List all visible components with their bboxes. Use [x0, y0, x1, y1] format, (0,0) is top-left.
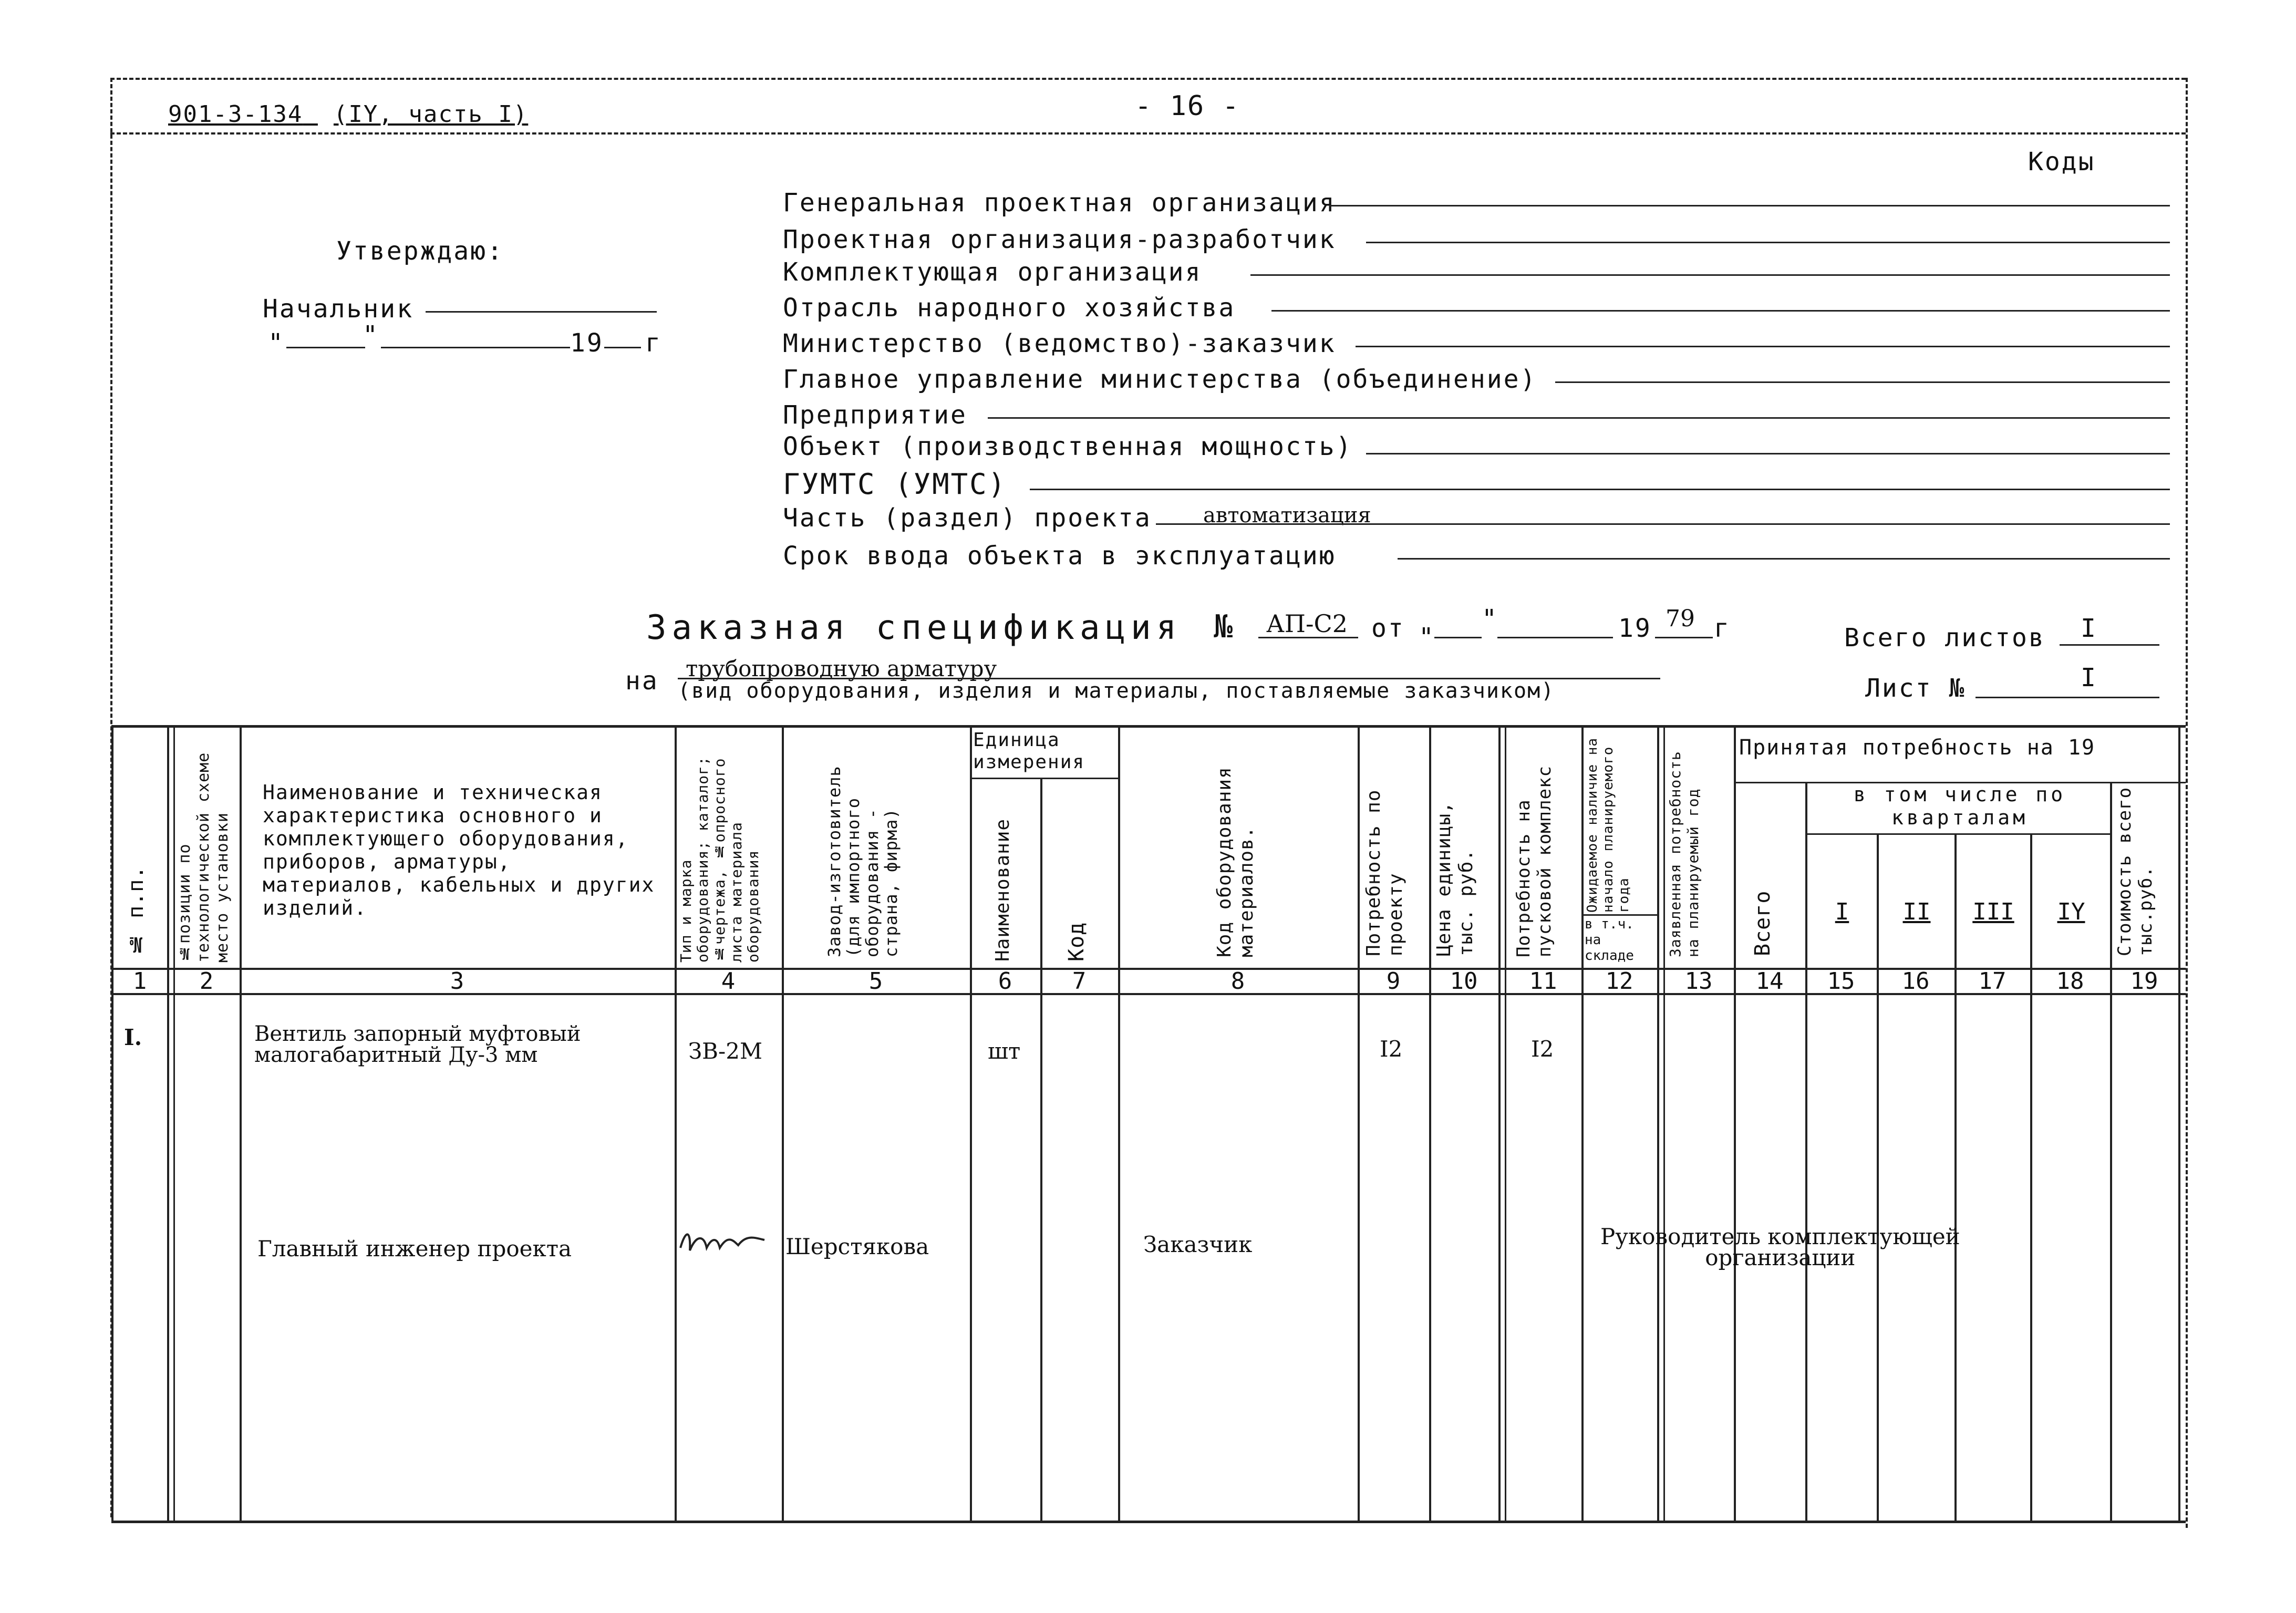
customer-label: Заказчик: [1143, 1232, 1253, 1257]
header-accepted-group: Принятая потребность на 19: [1739, 736, 2096, 760]
approval-year-line: [604, 347, 641, 348]
org-field-deadline-line: [1398, 558, 2170, 560]
header-c4: Тип и марка оборудования; каталог; №чертежа, №опросного листа материала оборудования: [677, 756, 762, 963]
approve-label: Утверждаю:: [336, 236, 504, 266]
org-field-deadline-label: Срок ввода объекта в эксплуатацию: [783, 541, 1336, 571]
approval-day-line: [286, 347, 365, 348]
org-field-ministry-line: [1356, 346, 2170, 347]
org-field-industry-label: Отрасль народного хозяйства: [783, 293, 1236, 323]
header-c17: III: [1972, 898, 2014, 925]
frame-header-rule: [110, 132, 2186, 135]
spec-quote-open: ": [1419, 623, 1435, 652]
total-sheets-label: Всего листов: [1844, 623, 2045, 653]
table-vline-6: [1040, 778, 1042, 1522]
header-c14: Всего: [1751, 890, 1775, 956]
colnum-12: 12: [1605, 968, 1633, 995]
unit-group-rule: [971, 778, 1118, 779]
table-vline-4: [782, 725, 784, 1522]
header-c12b: в т.ч. на складе: [1585, 916, 1634, 964]
spec-year-line: [1655, 637, 1713, 638]
colnum-6: 6: [998, 968, 1012, 995]
org-field-gumts-label: ГУМТС (УМТС): [783, 468, 1007, 501]
quarters-group-rule: [1805, 833, 2110, 835]
spec-month-line: [1497, 637, 1613, 638]
spec-na-label: на: [625, 666, 659, 696]
org-field-general-label: Генеральная проектная организация: [783, 188, 1336, 218]
org-field-supplier-line: [1250, 274, 2170, 276]
table-vline-3: [675, 725, 677, 1522]
org-field-object-label: Объект (производственная мощность): [783, 432, 1353, 461]
table-vline-10b: [1505, 725, 1506, 1522]
header-c2: №позиции по технологической схеме место установки: [175, 752, 232, 963]
colnum-8: 8: [1230, 968, 1245, 995]
table-top-rule: [111, 725, 2186, 728]
spec-year-prefix: 19: [1618, 614, 1652, 643]
table-vline-2: [240, 725, 242, 1522]
header-c6: Наименование: [992, 818, 1013, 961]
org-field-general-line: [1329, 205, 2170, 206]
header-c9: Потребность по проекту: [1363, 789, 1406, 956]
org-field-part-value: автоматизация: [1203, 503, 1371, 528]
table-vline-12: [1657, 725, 1659, 1522]
total-sheets-value: I: [2081, 614, 2096, 643]
header-c8: Код оборудования материалов.: [1214, 767, 1257, 957]
org-field-industry-line: [1271, 310, 2170, 312]
colnum-18: 18: [2056, 968, 2084, 995]
table-vline-17: [2030, 833, 2032, 1522]
org-field-gumts-line: [1030, 489, 2170, 490]
table-vline-7: [1118, 725, 1120, 1522]
spec-title: Заказная спецификация: [646, 608, 1182, 647]
table-vline-13: [1734, 725, 1736, 1522]
colnum-10: 10: [1450, 968, 1478, 995]
doc-code-part: (IY, часть I): [333, 101, 529, 128]
header-c5: Завод-изготовитель (для импортного оборудования - страна, фирма): [824, 766, 901, 957]
spec-from-label: от: [1371, 614, 1405, 643]
spec-subject-caption: (вид оборудования, изделия и материалы, поставляемые заказчиком): [678, 679, 1555, 703]
frame-top: [110, 78, 2186, 80]
row-need-project: I2: [1380, 1036, 1403, 1062]
colnum-17: 17: [1978, 968, 2007, 995]
colnum-1: 1: [132, 968, 147, 995]
approval-month-line: [381, 347, 570, 348]
table-vline-19: [2178, 725, 2180, 1522]
codes-label: Коды: [2028, 147, 2095, 177]
engineer-name: Шерстякова: [785, 1234, 929, 1259]
org-field-enterprise-label: Предприятие: [783, 400, 967, 430]
signature-mark: [675, 1224, 770, 1261]
table-vline-0: [111, 725, 113, 1522]
table-vline-9: [1429, 725, 1431, 1522]
table-vline-5: [970, 725, 972, 1522]
table-vline-8: [1358, 725, 1360, 1522]
spec-year-value: 79: [1666, 605, 1695, 632]
org-field-part-label: Часть (раздел) проекта: [783, 503, 1152, 533]
spec-quote-close: ": [1482, 604, 1498, 634]
header-c12: Ожидаемое наличие на начало планируемого года: [1585, 737, 1632, 913]
c12-split-rule: [1583, 914, 1657, 916]
colnum-14: 14: [1755, 968, 1784, 995]
header-c11: Потребность на пусковой комплекс: [1513, 766, 1555, 957]
org-field-developer-line: [1366, 242, 2170, 243]
table-vline-15: [1877, 833, 1879, 1522]
colnum-3: 3: [450, 968, 464, 995]
table-vline-11: [1581, 725, 1584, 1522]
approval-date-quote-left: ": [268, 328, 285, 358]
row-need-launch: I2: [1531, 1036, 1554, 1062]
spec-number-line: [1258, 637, 1358, 638]
org-field-supplier-label: Комплектующая организация: [783, 257, 1202, 287]
total-sheets-line: [2060, 644, 2159, 646]
spec-number-label: №: [1214, 608, 1235, 645]
table-vline-12b: [1663, 725, 1665, 1522]
header-c7: Код: [1064, 922, 1089, 961]
org-field-main-dept-line: [1555, 381, 2170, 383]
table-vline-18: [2110, 782, 2112, 1522]
supplier-head-label: Руководитель комплектующей организации: [1600, 1224, 1960, 1270]
table-vline-1: [167, 725, 169, 1522]
row-unit: шт: [988, 1038, 1021, 1064]
doc-code: [168, 101, 528, 128]
colnum-4: 4: [721, 968, 736, 995]
header-c10: Цена единицы, тыс. руб.: [1433, 801, 1477, 956]
org-field-part-line: [1156, 523, 2170, 525]
org-field-enterprise-line: [988, 417, 2170, 419]
spec-number-value: АП-С2: [1266, 609, 1348, 638]
colnum-7: 7: [1072, 968, 1087, 995]
approval-year-suffix: г: [645, 328, 662, 358]
header-c3: Наименование и техническая характеристика основного и комплектующего оборудования, приборов, арматуры, материалов, кабельных и других изделий.: [263, 781, 655, 919]
org-field-main-dept-label: Главное управление министерства (объединение): [783, 365, 1537, 394]
approval-year-prefix: 19: [570, 328, 604, 358]
spec-year-suffix: г: [1714, 614, 1731, 643]
chief-signature-line: [426, 311, 657, 313]
page-number: - 16 -: [1135, 90, 1240, 122]
header-quarters-group: в том числе по кварталам: [1853, 783, 2066, 829]
header-c16: II: [1902, 898, 1931, 925]
table-vline-10: [1498, 725, 1501, 1522]
spec-day-line: [1434, 637, 1482, 638]
table-vline-16: [1954, 833, 1957, 1522]
table-vline-14: [1805, 782, 1807, 1522]
org-field-object-line: [1366, 453, 2170, 454]
chief-engineer-label: Главный инженер проекта: [257, 1236, 572, 1262]
colnum-9: 9: [1386, 968, 1401, 995]
colnum-11: 11: [1529, 968, 1557, 995]
colnum-5: 5: [868, 968, 883, 995]
sheet-line: [1976, 697, 2159, 698]
header-c15: I: [1835, 898, 1849, 925]
chief-label: Начальник: [263, 294, 414, 324]
colnum-2: 2: [199, 968, 214, 995]
org-field-ministry-label: Министерство (ведомство)-заказчик: [783, 329, 1336, 358]
row-name: Вентиль запорный муфтовый малогабаритный Ду-3 мм: [254, 1022, 581, 1067]
sheet-value: I: [2081, 663, 2096, 692]
sheet-label: Лист №: [1865, 674, 1966, 703]
colnum-16: 16: [1901, 968, 1930, 995]
colnum-19: 19: [2130, 968, 2158, 995]
header-c18: IY: [2057, 898, 2085, 925]
spec-subject-value: трубопроводную арматуру: [686, 656, 997, 681]
table-bottom-rule: [111, 1521, 2186, 1523]
table-vline-1b: [173, 725, 175, 1522]
colnum-13: 13: [1684, 968, 1713, 995]
doc-code-number: 901-3-134: [168, 101, 303, 128]
row-type: ЗВ-2М: [688, 1038, 762, 1064]
header-c19: Стоимость всего тыс.руб.: [2114, 787, 2156, 956]
header-c13: Заявленная потребность на планируемый год: [1667, 751, 1702, 957]
header-c1: № п.п.: [124, 865, 148, 956]
colnum-15: 15: [1827, 968, 1855, 995]
approval-date-quote-mid: ": [363, 320, 379, 350]
header-unit-group: Единица измерения: [973, 729, 1085, 773]
org-field-developer-label: Проектная организация-разработчик: [783, 225, 1336, 254]
frame-right: [2186, 78, 2188, 1528]
row-num: I.: [124, 1025, 142, 1050]
